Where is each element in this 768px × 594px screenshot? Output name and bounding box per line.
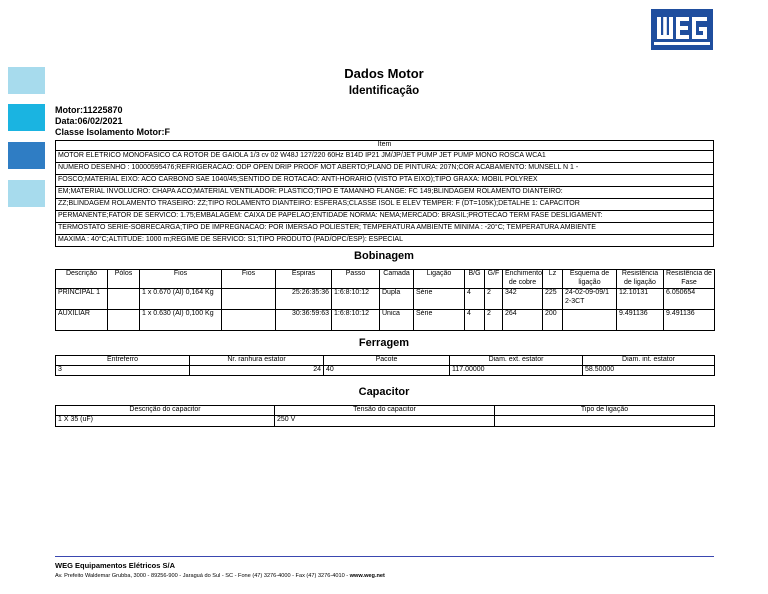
decor-square-3 <box>8 142 45 169</box>
motor-date: Data:06/02/2021 <box>55 116 123 126</box>
table-cell: AUXILIAR <box>56 310 108 331</box>
item-header: Item <box>56 141 714 151</box>
table-cell: Dupla <box>380 289 414 310</box>
col-header: Esquema de ligação <box>563 270 617 289</box>
table-cell: Série <box>414 289 465 310</box>
motor-insulation-class: Classe Isolamento Motor:F <box>55 127 171 137</box>
table-cell <box>495 416 715 427</box>
decor-square-2 <box>8 104 45 131</box>
table-cell: Única <box>380 310 414 331</box>
col-header: Espiras <box>276 270 332 289</box>
table-cell: 264 <box>503 310 543 331</box>
footer-address <box>55 573 385 579</box>
item-line-4: EM;MATERIAL INVOLUCRO: CHAPA ACO;MATERIAL VENTILADOR: PLASTICO;TIPO E TAMANHO FLANGE: FC 149;BLINDAGEM ROLAMENTO DIANTEIRO: <box>56 187 714 199</box>
col-header: Entreferro <box>56 356 190 366</box>
table-cell: 1:6:8:10:12 <box>332 310 380 331</box>
ferragem-table <box>55 355 715 376</box>
col-header: Camada <box>380 270 414 289</box>
footer-website: www.weg.net <box>349 573 385 579</box>
table-cell: 24 <box>190 366 324 376</box>
col-header: Pacote <box>324 356 450 366</box>
col-header: Tensão do capacitor <box>275 406 495 416</box>
table-cell <box>222 289 276 310</box>
table-cell: 2 <box>485 289 503 310</box>
col-header: Resistência de Fase <box>664 270 715 289</box>
motor-info <box>55 105 170 138</box>
footer-divider <box>55 556 714 557</box>
footer-company: WEG Equipamentos Elétricos S/A <box>55 561 176 570</box>
col-header: Tipo de ligação <box>495 406 715 416</box>
table-cell <box>222 310 276 331</box>
table-cell: 342 <box>503 289 543 310</box>
item-line-6: PERMANENTE;FATOR DE SERVICO: 1.75;EMBALAGEM: CAIXA DE PAPELAO;ENTIDADE NORMA: NEMA;MERCADO: BRASIL;PROTECAO TERM FASE DESLIGAMENT: <box>56 211 714 223</box>
table-cell: 3 <box>56 366 190 376</box>
weg-logo <box>651 9 713 50</box>
col-header: G/F <box>485 270 503 289</box>
col-header: Descrição do capacitor <box>56 406 275 416</box>
table-cell: 2 <box>485 310 503 331</box>
item-line-3: FOSCO;MATERIAL EIXO: ACO CARBONO SAE 1040/45;SENTIDO DE ROTACAO: ANTI-HORARIO (VISTO PTA EIXO);TIPO GRAXA: MOBIL POLYREX <box>56 175 714 187</box>
col-header: Fios <box>222 270 276 289</box>
table-cell: 9.491136 <box>617 310 664 331</box>
table-row <box>56 416 715 427</box>
table-cell: 40 <box>324 366 450 376</box>
ferragem-header-row <box>56 356 715 366</box>
col-header: Passo <box>332 270 380 289</box>
table-cell <box>108 289 140 310</box>
item-line-7: TERMOSTATO SERIE-SOBRECARGA;TIPO DE IMPREGNACAO: POR IMERSAO POLIESTER; TEMPERATURA AMBIENTE MINIMA : -20°C; TEMPERATURA AMBIENTE <box>56 223 714 235</box>
table-cell: 225 <box>543 289 563 310</box>
col-header: Descrição <box>56 270 108 289</box>
col-header: Ligação <box>414 270 465 289</box>
col-header: B/G <box>465 270 485 289</box>
table-cell: 30:36:59:63 <box>276 310 332 331</box>
table-cell: 1:6:8:10:12 <box>332 289 380 310</box>
table-cell: 9.491136 <box>664 310 715 331</box>
table-cell: 117.00000 <box>450 366 583 376</box>
col-header: Enchimento de cobre <box>503 270 543 289</box>
footer-address-text: Av. Prefeito Waldemar Grubba, 3000 - 89256-900 - Jaraguá do Sul - SC - Fone (47) 3276-4000 - Fax (47) 3276-4010 - <box>55 573 349 579</box>
item-line-2: NUMERO DESENHO : 10000595476;REFRIGERACAO: ODP OPEN DRIP PROOF MOT ABERTO;PLANO DE PINTURA: 207N;COR ACABAMENTO: MUNSELL N 1 - <box>56 163 714 175</box>
table-cell: 1 x 0.670 (Al) 0,164 Kg <box>140 289 222 310</box>
table-cell: 250 V <box>275 416 495 427</box>
item-line-8: MAXIMA : 40°C;ALTITUDE: 1000 m;REGIME DE SERVICO: S1;TIPO PRODUTO (PAD/OPC/ESP): ESPECIAL <box>56 235 714 247</box>
col-header: Pólos <box>108 270 140 289</box>
bobinagem-header-row <box>56 270 715 289</box>
table-cell: 6.050654 <box>664 289 715 310</box>
page-subtitle: Identificação <box>348 85 420 97</box>
table-cell: PRINCIPAL 1 <box>56 289 108 310</box>
item-line-5: ZZ;BLINDAGEM ROLAMENTO TRASEIRO: ZZ;TIPO ROLAMENTO DIANTEIRO: ESFERAS;CLASSE ISOL E ELEV TEMPER: F (DT=105K);DETALHE 1: CAPACITOR <box>56 199 714 211</box>
section-title-bobinagem: Bobinagem <box>354 250 414 262</box>
capacitor-header-row <box>56 406 715 416</box>
page-title: Dados Motor <box>344 66 424 81</box>
col-header: Lz <box>543 270 563 289</box>
col-header: Fios <box>140 270 222 289</box>
decor-square-4 <box>8 180 45 207</box>
table-cell <box>563 310 617 331</box>
item-line-1: MOTOR ELETRICO MONOFASICO CA ROTOR DE GAIOLA 1/3 cv 02 W48J 127/220 60Hz B14D IP21 JM/JP/JET PUMP JET PUMP MONO ROSCA WCA1 <box>56 151 714 163</box>
table-cell: 1 X 35 (uF) <box>56 416 275 427</box>
table-cell: 200 <box>543 310 563 331</box>
table-cell: 12.10131 <box>617 289 664 310</box>
table-row <box>56 310 715 331</box>
table-cell: 58.50000 <box>583 366 715 376</box>
col-header: Diam. int. estator <box>583 356 715 366</box>
table-cell: Série <box>414 310 465 331</box>
bobinagem-table <box>55 269 715 331</box>
table-cell: 4 <box>465 310 485 331</box>
motor-number: Motor:11225870 <box>55 105 123 115</box>
table-cell: 4 <box>465 289 485 310</box>
capacitor-table <box>55 405 715 427</box>
table-cell <box>108 310 140 331</box>
item-table <box>55 140 714 247</box>
col-header: Resistência de ligação <box>617 270 664 289</box>
section-title-capacitor: Capacitor <box>358 386 410 398</box>
section-title-ferragem: Ferragem <box>358 337 410 349</box>
col-header: Nr. ranhura estator <box>190 356 324 366</box>
table-row <box>56 289 715 310</box>
col-header: Diam. ext. estator <box>450 356 583 366</box>
table-row <box>56 366 715 376</box>
table-cell: 24-02-09-09/1 2-3CT <box>563 289 617 310</box>
table-cell: 25:26:35:36 <box>276 289 332 310</box>
table-cell: 1 x 0.630 (Al) 0,100 Kg <box>140 310 222 331</box>
